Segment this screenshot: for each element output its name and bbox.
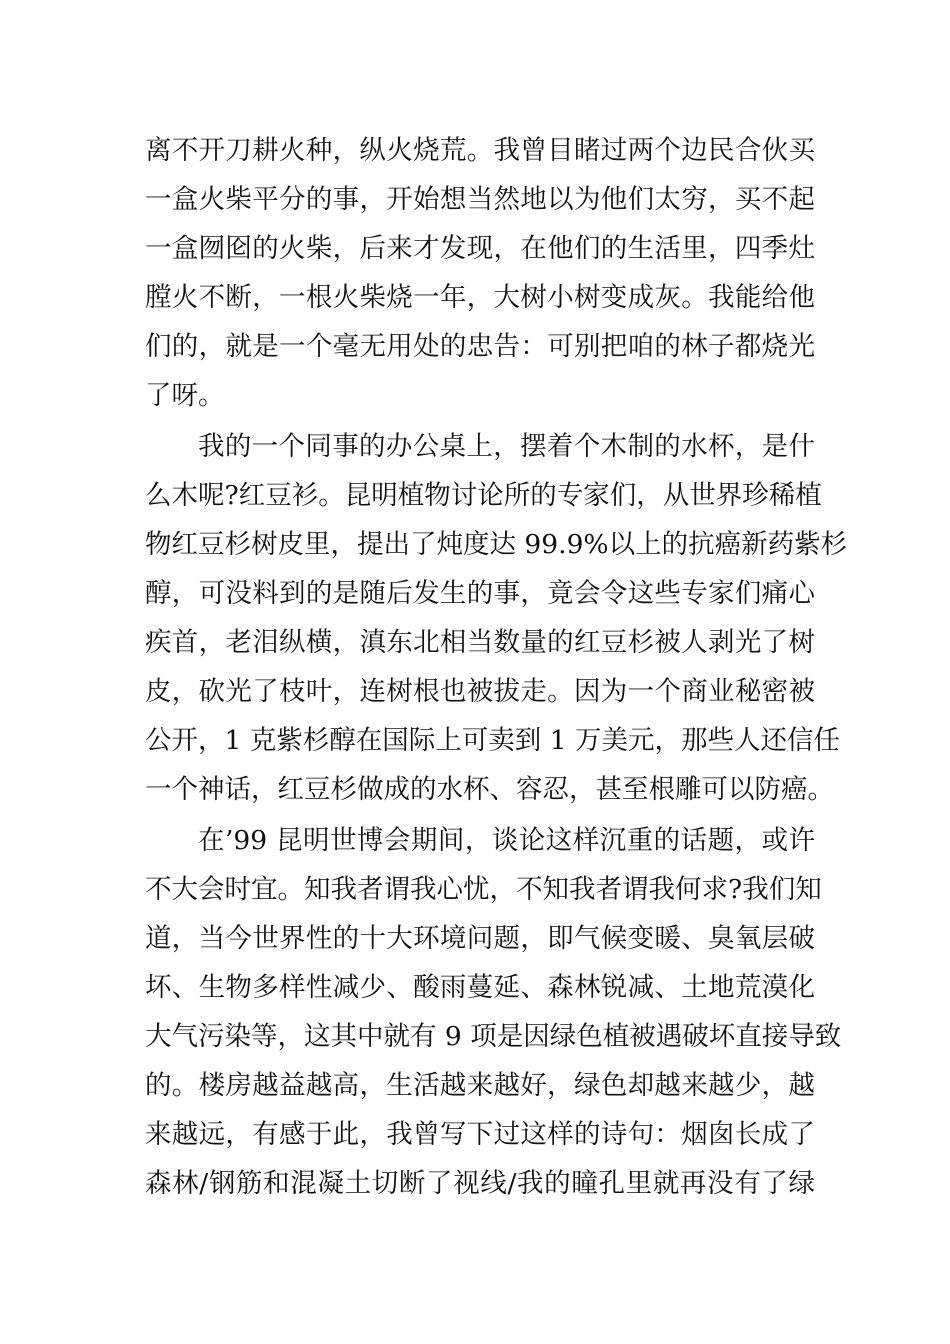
text-line-1: 离不开刀耕火种，纵火烧荒。我曾目睹过两个边民合伙买 [145, 135, 815, 166]
text-line-16: 不大会时宜。知我者谓我心忧，不知我者谓我何求?我们知 [145, 874, 822, 905]
text-line-19: 大气污染等，这其中就有 9 项是因绿色植被遇破坏直接导致 [145, 1021, 842, 1052]
paragraph-start-line: 我的一个同事的办公桌上，摆着个木制的水杯，是什 [198, 431, 815, 462]
text-line-5: 们的，就是一个毫无用处的忠告：可别把咱的林子都烧光 [145, 331, 815, 362]
text-line-18: 坏、生物多样性减少、酸雨蔓延、森林锐减、土地荒漠化 [145, 972, 815, 1003]
text-line-4: 膛火不断，一根火柴烧一年，大树小树变成灰。我能给他 [145, 282, 815, 313]
paragraph-start-line: 在’99 昆明世博会期间，谈论这样沉重的话题，或许 [198, 825, 815, 856]
text-line-9: 物红豆杉树皮里，提出了炖度达 99.9%以上的抗癌新药紫杉 [145, 529, 848, 560]
text-line-21: 来越远，有感于此，我曾写下过这样的诗句：烟囱长成了 [145, 1119, 815, 1150]
text-line-12: 皮，砍光了枝叶，连树根也被拔走。因为一个商业秘密被 [145, 676, 815, 707]
text-line-17: 道，当今世界性的十大环境问题，即气候变暖、臭氧层破 [145, 923, 815, 954]
text-line-10: 醇，可没料到的是随后发生的事，竟会令这些专家们痛心 [145, 578, 815, 609]
text-line-13: 公开，1 克紫杉醇在国际上可卖到 1 万美元，那些人还信任 [145, 725, 840, 756]
text-line-14: 一个神话，红豆杉做成的水杯、容忍，甚至根雕可以防癌。 [145, 774, 834, 805]
text-line-2: 一盒火柴平分的事，开始想当然地以为他们太穷，买不起 [145, 184, 815, 215]
text-line-20: 的。楼房越益越高，生活越来越好，绿色却越来越少，越 [145, 1070, 815, 1101]
text-line-11: 疾首，老泪纵横，滇东北相当数量的红豆杉被人剥光了树 [145, 627, 815, 658]
text-line-3: 一盒囫囵的火柴，后来才发现，在他们的生活里，四季灶 [145, 233, 815, 264]
text-line-8: 么木呢?红豆衫。昆明植物讨论所的专家们，从世界珍稀植 [145, 480, 822, 511]
text-line-22: 森林/钢筋和混凝土切断了视线/我的瞳孔里就再没有了绿 [145, 1168, 815, 1199]
text-line-6: 了呀。 [145, 380, 225, 411]
